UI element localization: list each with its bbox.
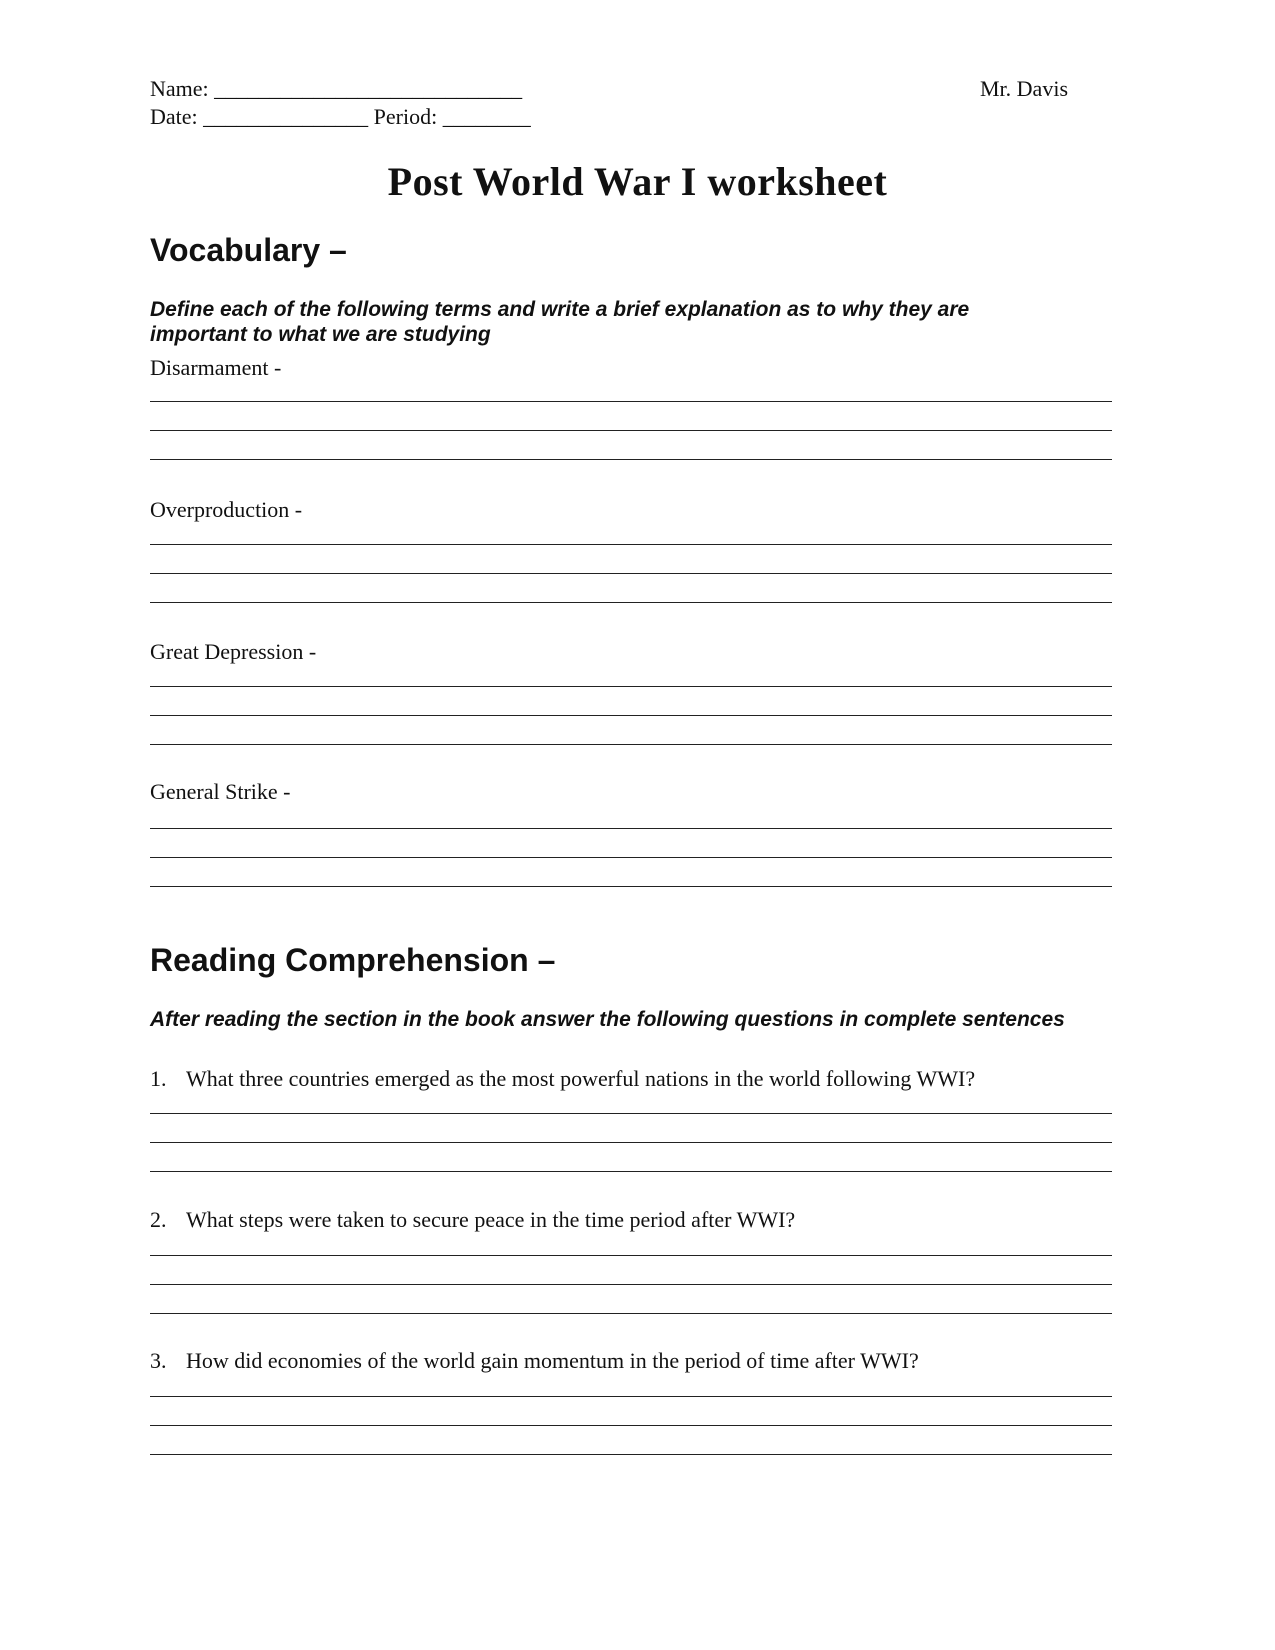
date-period-field-line[interactable]: Date: _______________ Period: ________	[150, 104, 531, 129]
answer-line[interactable]	[150, 430, 1112, 431]
answer-line[interactable]	[150, 828, 1112, 829]
question-3	[150, 1348, 919, 1374]
reading-instructions: After reading the section in the book answer the following questions in complete sentences	[150, 1008, 1065, 1031]
answer-line[interactable]	[150, 1425, 1112, 1426]
answer-line[interactable]	[150, 544, 1112, 545]
answer-line[interactable]	[150, 1113, 1112, 1114]
reading-comprehension-heading: Reading Comprehension –	[150, 942, 556, 978]
teacher-name: Mr. Davis	[980, 76, 1068, 101]
answer-line[interactable]	[150, 686, 1112, 687]
answer-line[interactable]	[150, 1396, 1112, 1397]
question-number: 1.	[150, 1066, 167, 1091]
question-text: What three countries emerged as the most powerful nations in the world following WWI?	[186, 1066, 976, 1091]
answer-line[interactable]	[150, 1142, 1112, 1143]
answer-line[interactable]	[150, 602, 1112, 603]
vocabulary-instructions: Define each of the following terms and write a brief explanation as to why they are important to what we are studying	[150, 298, 970, 346]
page-title: Post World War I worksheet	[387, 159, 888, 204]
answer-line[interactable]	[150, 1255, 1112, 1256]
answer-line[interactable]	[150, 459, 1112, 460]
question-text: How did economies of the world gain momentum in the period of time after WWI?	[186, 1348, 919, 1373]
term-overproduction: Overproduction -	[150, 497, 303, 522]
term-general-strike: General Strike -	[150, 779, 291, 804]
answer-line[interactable]	[150, 744, 1112, 745]
answer-line[interactable]	[150, 715, 1112, 716]
question-1	[150, 1066, 975, 1092]
answer-line[interactable]	[150, 1454, 1112, 1455]
question-2	[150, 1207, 795, 1233]
vocabulary-heading: Vocabulary –	[150, 232, 347, 268]
name-field-line[interactable]: Name: ____________________________	[150, 76, 523, 101]
term-disarmament: Disarmament -	[150, 355, 282, 380]
question-number: 2.	[150, 1207, 167, 1232]
answer-line[interactable]	[150, 1171, 1112, 1172]
answer-line[interactable]	[150, 886, 1112, 887]
term-great-depression: Great Depression -	[150, 639, 317, 664]
question-text: What steps were taken to secure peace in the time period after WWI?	[186, 1207, 796, 1232]
answer-line[interactable]	[150, 1313, 1112, 1314]
question-number: 3.	[150, 1348, 167, 1373]
answer-line[interactable]	[150, 401, 1112, 402]
answer-line[interactable]	[150, 573, 1112, 574]
answer-line[interactable]	[150, 857, 1112, 858]
answer-line[interactable]	[150, 1284, 1112, 1285]
